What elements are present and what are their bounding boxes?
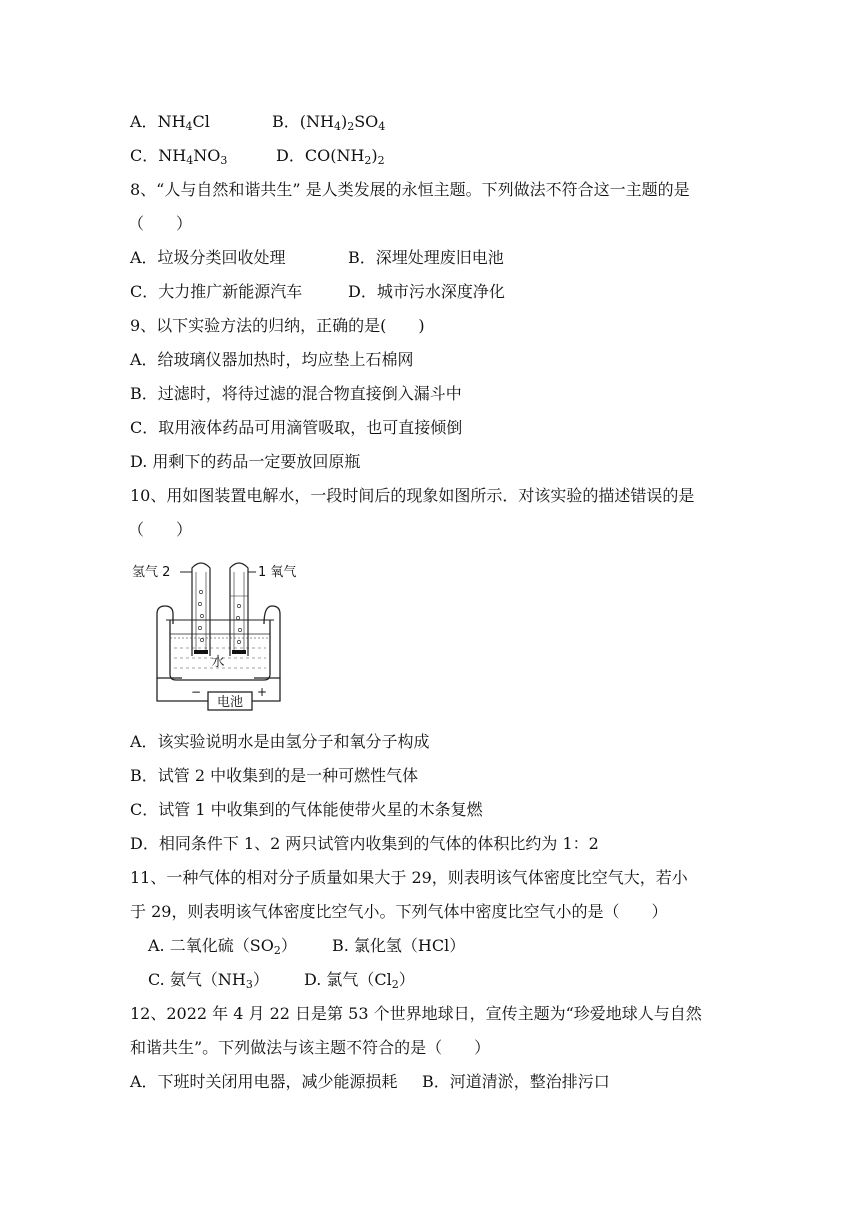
q10-stem: 10、用如图装置电解水，一段时间后的现象如图所示．对该实验的描述错误的是 (130, 486, 695, 505)
minus-sign: − (190, 685, 202, 699)
q7-option-d: D．$CO(NH_2)_2$ (276, 146, 385, 167)
q8-option-b: B．深埋处理废旧电池 (348, 248, 504, 267)
q10-option-b: B．试管 2 中收集到的是一种可燃性气体 (130, 766, 419, 785)
q11-stem-line1: 11、一种气体的相对分子质量如果大于 29，则表明该气体密度比空气大，若小 (130, 868, 688, 887)
plus-sign: + (256, 685, 268, 699)
q10-option-d: D．相同条件下 1、2 两只试管内收集到的气体的体积比约为 1：2 (130, 834, 599, 853)
tube-2-label: 氢气 2 (132, 565, 171, 580)
beaker (170, 620, 270, 680)
q8-stem: 8、“人与自然和谐共生” 是人类发展的永恒主题。下列做法不符合这一主题的是 (130, 180, 690, 199)
q7-option-c: C．$NH_4NO_3$ (130, 146, 228, 167)
q7-option-a: A．$NH_4Cl$ (130, 112, 210, 133)
q7-option-b: B．$(NH_4)_2SO_4$ (272, 112, 386, 133)
q9-option-c: C．取用液体药品可用滴管吸取，也可直接倾倒 (130, 418, 463, 437)
q10-paren: （ ） (128, 520, 193, 539)
tube-2 (192, 563, 210, 656)
battery-label: 电池 (216, 695, 244, 710)
q10-option-c: C．试管 1 中收集到的气体能使带火星的木条复燃 (130, 800, 483, 819)
q9-option-b: B．过滤时，将待过滤的混合物直接倒入漏斗中 (130, 384, 462, 403)
electrode-left (194, 650, 208, 654)
q11-option-d: D. 氯气$(Cl_2)$ (304, 970, 415, 991)
q8-option-a: A．垃圾分类回收处理 (130, 248, 286, 267)
electrode-right (232, 650, 246, 654)
q11-option-c: C. 氨气$(NH_3)$ (148, 970, 269, 991)
q8-option-c: C．大力推广新能源汽车 (130, 282, 303, 301)
q9-option-d: D. 用剩下的药品一定要放回原瓶 (130, 452, 361, 471)
q9-stem: 9、以下实验方法的归纳，正确的是( ) (130, 316, 425, 335)
q12-option-a: A．下班时关闭用电器，减少能源损耗 (130, 1072, 398, 1091)
q12-stem-line1: 12、2022 年 4 月 22 日是第 53 个世界地球日，宣传主题为“珍爱地球人与自然 (130, 1004, 702, 1023)
q10-option-a: A．该实验说明水是由氢分子和氧分子构成 (130, 732, 430, 751)
q12-option-b: B．河道清淤，整治排污口 (422, 1072, 610, 1091)
electrolysis-diagram (130, 556, 300, 716)
water-label: 水 (211, 655, 225, 670)
q11-option-b: B. 氯化氢（HCl） (332, 936, 466, 955)
tube-1-label: 1 氧气 (258, 565, 297, 580)
q8-paren: （ ） (128, 214, 193, 233)
q8-option-d: D．城市污水深度净化 (348, 282, 505, 301)
q12-stem-line2: 和谐共生”。下列做法与该主题不符合的是（ ） (130, 1038, 491, 1057)
q11-option-a: A. 二氧化硫$(SO_2)$ (148, 936, 297, 957)
q9-option-a: A．给玻璃仪器加热时，均应垫上石棉网 (130, 350, 414, 369)
tube-1 (230, 563, 248, 656)
q11-stem-line2: 于 29，则表明该气体密度比空气小。下列气体中密度比空气小的是（ ） (130, 902, 668, 921)
